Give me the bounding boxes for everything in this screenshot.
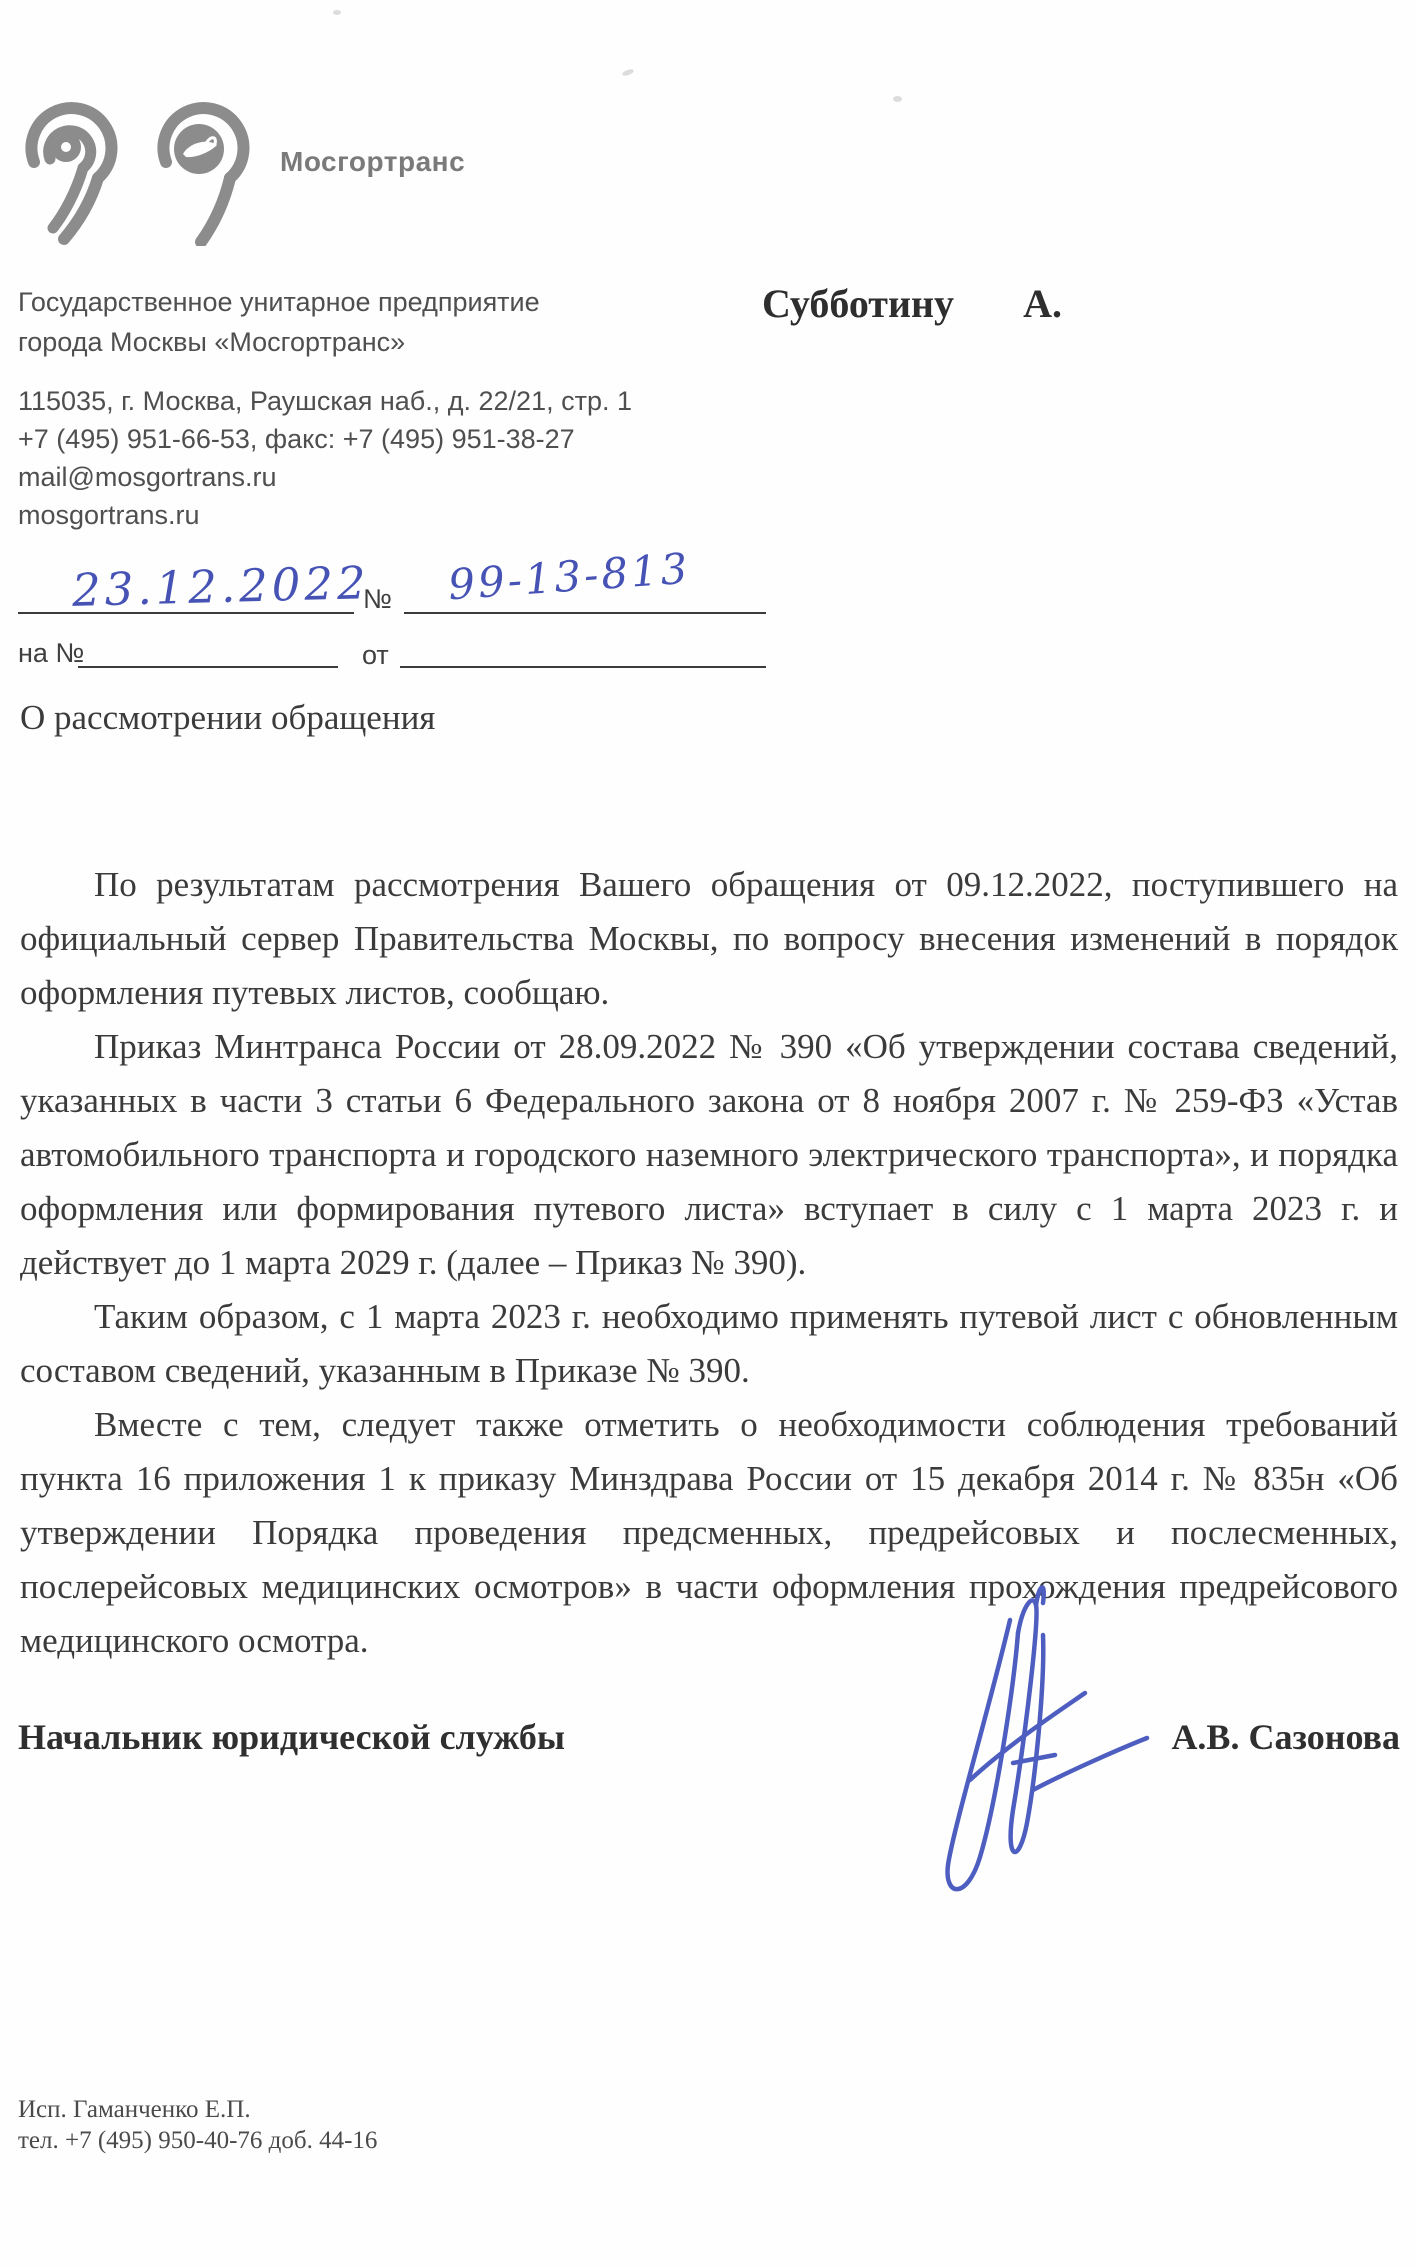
swan-ring-icon: [146, 96, 256, 246]
handwritten-outgoing-number: 99-13-813: [446, 543, 692, 610]
body-paragraph: Вместе с тем, следует также отметить о необходимости соблюдения требований пункта 16 приложения 1 к приказу Минздрава России от 15 декабря 2014 г. № 835н «Об утверждении Порядка проведения предсменных, предрейсовых и послесменных, послерейсовых медицинских осмотров» в части оформления прохождения предрейсового медицинского осмотра.: [20, 1405, 1398, 1660]
handwritten-date: 23.12.2022: [71, 556, 371, 617]
letter-body: [20, 858, 1398, 1668]
date-line: [18, 612, 354, 614]
body-paragraph: Приказ Минтранса России от 28.09.2022 № 390 «Об утверждении состава сведений, указанных в части 3 статьи 6 Федерального закона от 8 ноября 2007 г. № 259-ФЗ «Устав автомобильного транспорта и городского наземного электрического транспорта», и порядка оформления или формирования путевого листа» вступает в силу с 1 марта 2023 г. и действует до 1 марта 2029 г. (далее – Приказ № 390).: [20, 1027, 1398, 1282]
reply-number-line: [78, 666, 338, 668]
scan-noise: [333, 10, 341, 15]
body-paragraph: По результатам рассмотрения Вашего обращения от 09.12.2022, поступившего на официальный сервер Правительства Москвы, по вопросу внесения изменений в порядок оформления путевых листов, сообщаю.: [20, 865, 1398, 1012]
phone-fax: +7 (495) 951-66-53, факс: +7 (495) 951-38-27: [18, 424, 575, 454]
email: mail@mosgortrans.ru: [18, 462, 277, 492]
executor-name: Исп. Гаманченко Е.П.: [18, 2096, 251, 2123]
body-paragraph: Таким образом, с 1 марта 2023 г. необходимо применять путевой лист с обновленным составом сведений, указанным в Приказе № 390.: [20, 1297, 1398, 1390]
subject-line: О рассмотрении обращения: [20, 698, 436, 737]
signer-title: Начальник юридической службы: [18, 1717, 566, 1757]
organization-name: [18, 282, 540, 362]
reply-from-label: от: [362, 640, 389, 670]
reply-date-line: [400, 666, 766, 668]
number-sign-label: №: [363, 584, 392, 614]
org-line-1: Государственное унитарное предприятие: [18, 287, 540, 317]
org-line-2: города Москвы «Мосгортранс»: [18, 327, 406, 357]
contact-block: [18, 382, 632, 534]
scan-noise: [622, 68, 635, 77]
addressee-initial: А.: [1023, 281, 1062, 326]
executor-phone: тел. +7 (495) 950-40-76 доб. 44-16: [18, 2127, 378, 2154]
executor-block: [18, 2094, 377, 2156]
pen-signature-icon: [915, 1575, 1165, 1905]
transit-ring-icon: [14, 96, 124, 246]
number-line: [404, 612, 766, 614]
addressee: [762, 280, 1062, 327]
mosgortrans-logo: [14, 96, 256, 246]
signer-name: А.В. Сазонова: [1171, 1717, 1400, 1757]
reply-to-number-label: на №: [18, 638, 85, 668]
brand-name: Мосгортранс: [280, 146, 466, 177]
scan-noise: [893, 96, 902, 102]
website: mosgortrans.ru: [18, 500, 200, 530]
postal-address: 115035, г. Москва, Раушская наб., д. 22/21, стр. 1: [18, 386, 632, 416]
addressee-surname: Субботину: [762, 281, 955, 326]
